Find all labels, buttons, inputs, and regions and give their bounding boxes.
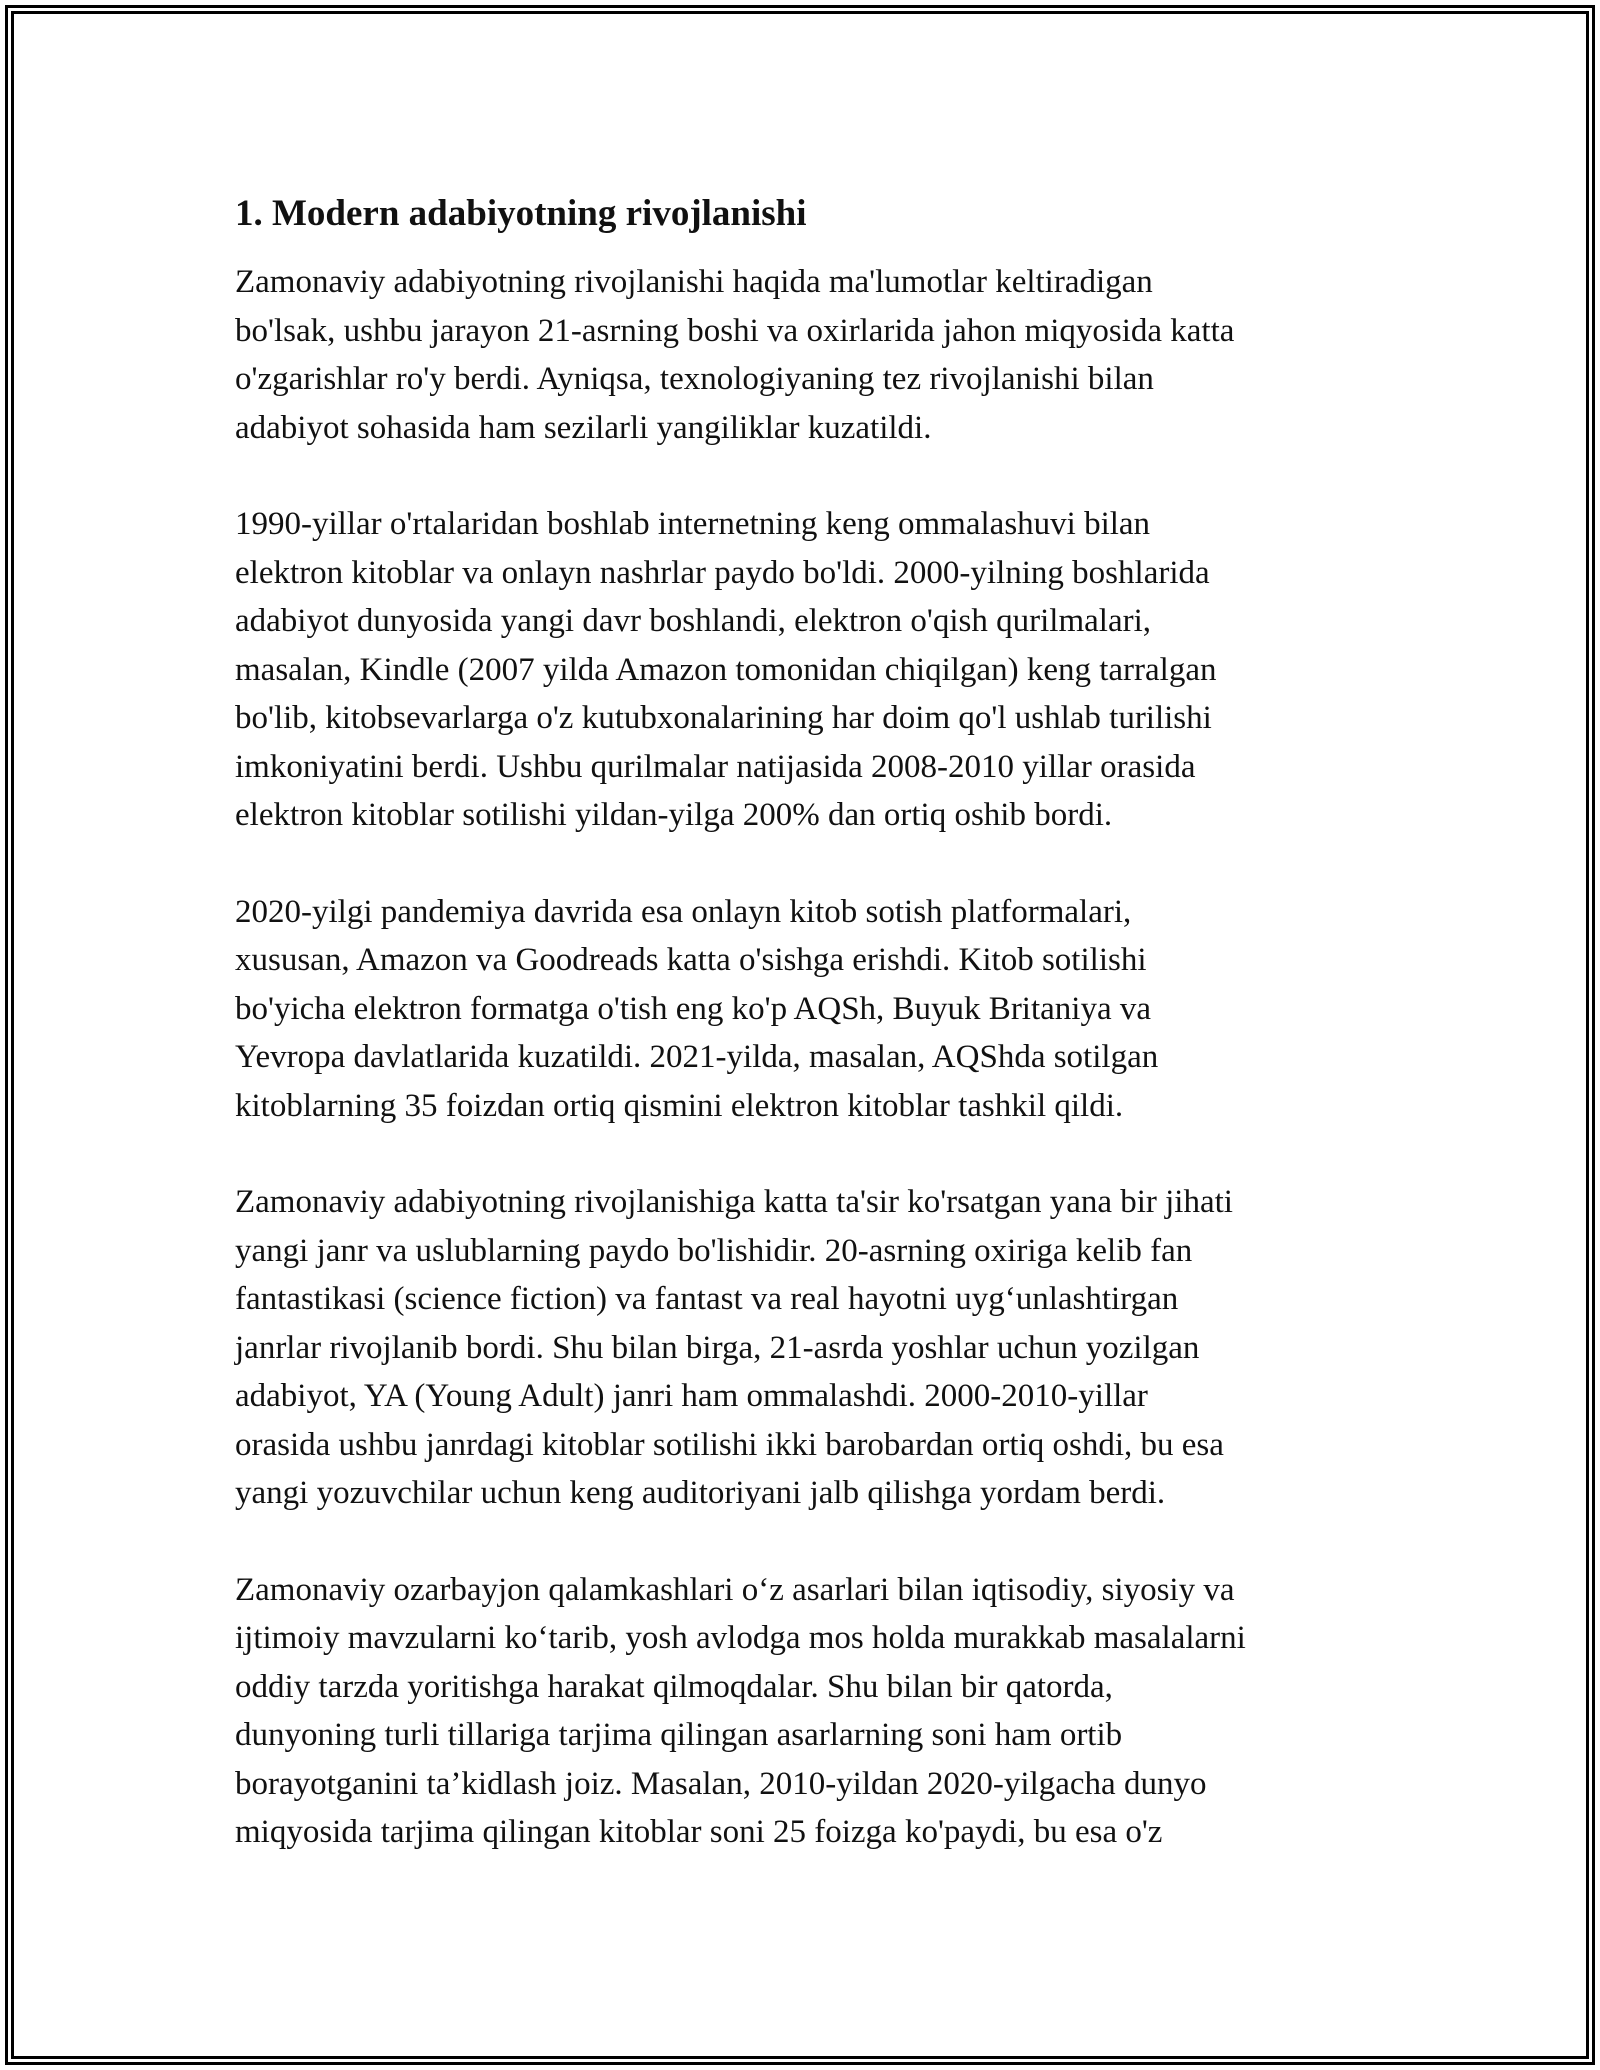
text-line: bo'lib, kitobsevarlarga o'z kutubxonalarining har doim qo'l ushlab turilishi — [235, 700, 1212, 736]
paragraph-2 — [235, 500, 1375, 840]
paragraph-3 — [235, 888, 1375, 1131]
document-body — [235, 188, 1375, 1905]
text-line: borayotganini ta’kidlash joiz. Masalan, 2010-yildan 2020-yilgacha dunyo — [235, 1765, 1207, 1802]
text-line: oddiy tarzda yoritishga harakat qilmoqdalar. Shu bilan bir qatorda, — [235, 1668, 1113, 1705]
text-line: bo'yicha elektron formatga o'tish eng ko'p AQSh, Buyuk Britaniya va — [235, 990, 1152, 1027]
text-line: o'zgarishlar ro'y berdi. Ayniqsa, texnologiyaning tez rivojlanishi bilan — [235, 361, 1154, 397]
text-line: Zamonaviy adabiyotning rivojlanishiga katta ta'sir ko'rsatgan yana bir jihati — [235, 1184, 1233, 1220]
text-line: masalan, Kindle (2007 yilda Amazon tomonidan chiqilgan) keng tarralgan — [235, 651, 1217, 688]
text-line: elektron kitoblar va onlayn nashrlar paydo bo'ldi. 2000-yilning boshlarida — [235, 554, 1210, 591]
text-line: Yevropa davlatlarida kuzatildi. 2021-yilda, masalan, AQShda sotilgan — [235, 1039, 1159, 1075]
text-line: janrlar rivojlanib bordi. Shu bilan birga, 21-asrda yoshlar uchun yozilgan — [235, 1329, 1200, 1366]
text-line: orasida ushbu janrdagi kitoblar sotilishi ikki barobardan ortiq oshdi, bu esa — [235, 1426, 1224, 1463]
text-line: dunyoning turli tillariga tarjima qilingan asarlarning soni ham ortib — [235, 1717, 1123, 1753]
text-line: Zamonaviy ozarbayjon qalamkashlari o‘z asarlari bilan iqtisodiy, siyosiy va — [235, 1571, 1235, 1608]
text-line: fantastikasi (science fiction) va fantast va real hayotni uyg‘unlashtirgan — [235, 1281, 1179, 1317]
text-line: adabiyot dunyosida yangi davr boshlandi, elektron o'qish qurilmalari, — [235, 603, 1152, 639]
text-line: xususan, Amazon va Goodreads katta o'sishga erishdi. Kitob sotilishi — [235, 942, 1147, 978]
paragraph-1 — [235, 258, 1375, 452]
text-line: adabiyot, YA (Young Adult) janri ham ommalashdi. 2000-2010-yillar — [235, 1378, 1148, 1414]
text-line: elektron kitoblar sotilishi yildan-yilga 200% dan ortiq oshib bordi. — [235, 797, 1113, 833]
text-line: bo'lsak, ushbu jarayon 21-asrning boshi va oxirlarida jahon miqyosida katta — [235, 312, 1235, 349]
text-line: yangi yozuvchilar uchun keng auditoriyani jalb qilishga yordam berdi. — [235, 1475, 1166, 1511]
section-heading: 1. Modern adabiyotning rivojlanishi — [235, 193, 807, 234]
text-line: adabiyot sohasida ham sezilarli yangiliklar kuzatildi. — [235, 409, 932, 446]
text-line: ijtimoiy mavzularni ko‘tarib, yosh avlodga mos holda murakkab masalalarni — [235, 1620, 1246, 1656]
text-line: 2020-yilgi pandemiya davrida esa onlayn kitob sotish platformalari, — [235, 893, 1132, 930]
text-line: Zamonaviy adabiyotning rivojlanishi haqida ma'lumotlar keltiradigan — [235, 264, 1153, 300]
paragraph-4 — [235, 1178, 1375, 1518]
text-line: 1990-yillar o'rtalaridan boshlab internetning keng ommalashuvi bilan — [235, 506, 1151, 542]
text-line: yangi janr va uslublarning paydo bo'lishidir. 20-asrning oxiriga kelib fan — [235, 1232, 1193, 1269]
text-line: imkoniyatini berdi. Ushbu qurilmalar natijasida 2008-2010 yillar orasida — [235, 748, 1196, 785]
text-line: kitoblarning 35 foizdan ortiq qismini elektron kitoblar tashkil qildi. — [235, 1087, 1124, 1124]
text-line: miqyosida tarjima qilingan kitoblar soni 25 foizga ko'paydi, bu esa o'z — [235, 1814, 1163, 1850]
paragraph-5 — [235, 1566, 1375, 1857]
